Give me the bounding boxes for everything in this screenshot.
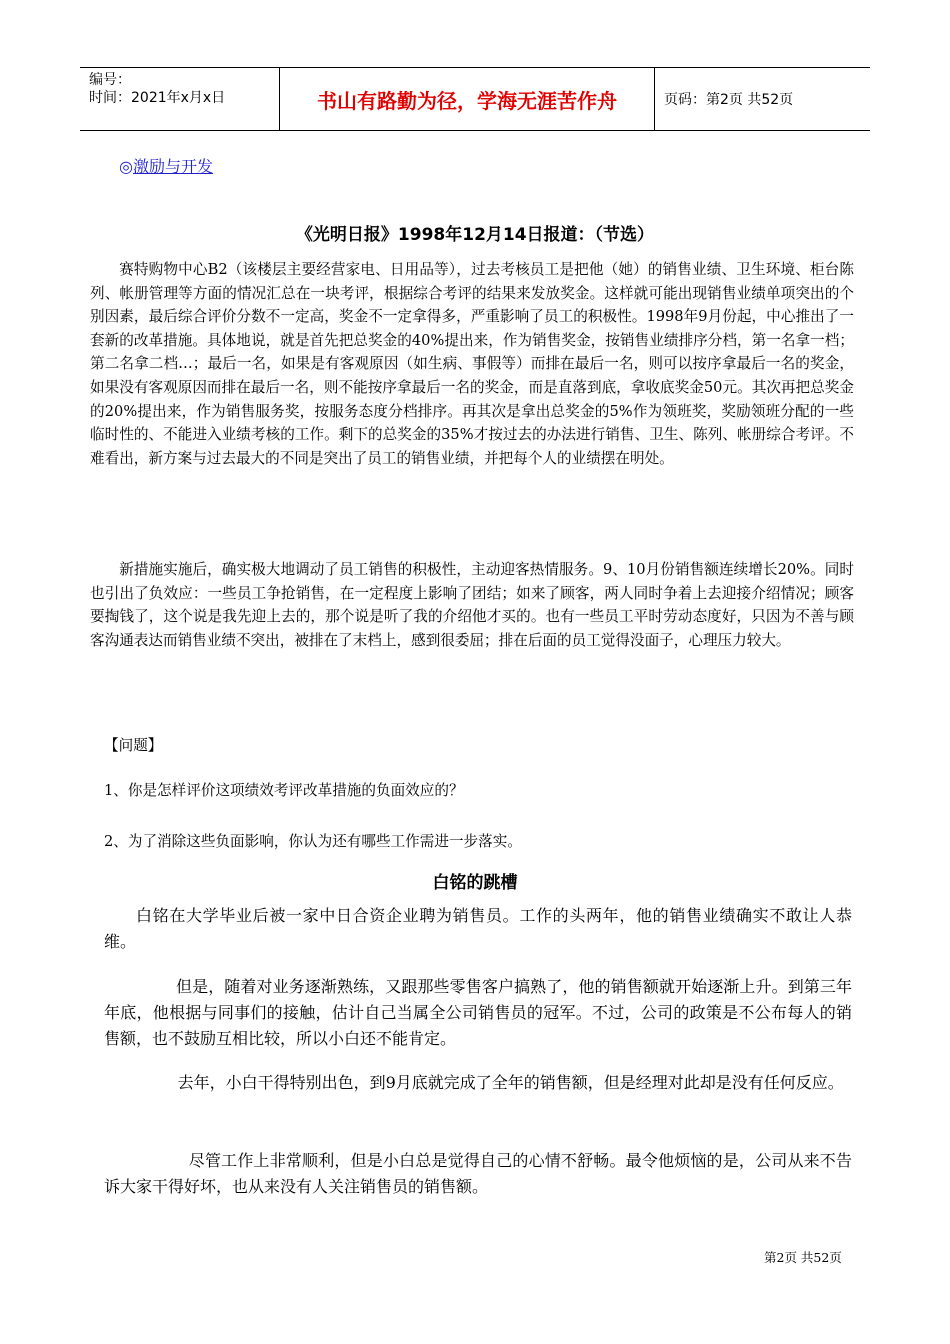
header-motto: 书山有路勤为径，学海无涯苦作舟: [280, 68, 655, 130]
section-link-text[interactable]: 激励与开发: [132, 157, 213, 176]
story-paragraph-4: 尽管工作上非常顺利，但是小白总是觉得自己的心情不舒畅。最令他烦恼的是，公司从来不告诉大家干得好坏，也从来没有人关注销售员的销售额。: [104, 1151, 852, 1196]
page-header: [80, 67, 870, 131]
article-paragraph-1: 赛特购物中心B2（该楼层主要经营家电、日用品等），过去考核员工是把他（她）的销售业绩、卫生环境、柜台陈列、帐册管理等方面的情况汇总在一块考评，根据综合考评的结果来发放奖金。这样就可能出现销售业绩单项突出的个别因素，最后综合评价分数不一定高，奖金不一定拿得多，严重影响了员工的积极性。1998年9月份起，中心推出了一套新的改革措施。具体地说，就是首先把总奖金的40%提出来，作为销售奖金，按销售业绩排序分档，第一名拿一档；第二名拿二档…；最后一名，如果是有客观原因（如生病、事假等）而排在最后一名，则可以按序拿最后一名的奖金，如果没有客观原因而排在最后一名，则不能按序拿最后一名的奖金，而是直落到底，拿收底奖金50元。其次再把总奖金的20%提出来，作为销售服务奖，按服务态度分档排序。再其次是拿出总奖金的5%作为领班奖，奖励领班分配的一些临时性的、不能进入业绩考核的工作。剩下的总奖金的35%才按过去的办法进行销售、卫生、陈列、帐册综合考评。不难看出，新方案与过去最大的不同是突出了员工的销售业绩，并把每个人的业绩摆在明处。: [90, 261, 854, 467]
story-paragraph-2: 但是，随着对业务逐渐熟练，又跟那些零售客户搞熟了，他的销售额就开始逐渐上升。到第三年年底，他根据与同事们的接触，估计自己当属全公司销售员的冠军。不过，公司的政策是不公布每人的销售额，也不鼓励互相比较，所以小白还不能肯定。: [104, 977, 852, 1048]
section-link[interactable]: [119, 154, 213, 177]
time-label: 时间：2021年x月x日: [89, 90, 226, 106]
header-page-number: 页码：第2页 共52页: [664, 92, 794, 108]
questions-heading: 【问题】: [104, 737, 163, 754]
header-meta: [80, 68, 280, 130]
page-footer: 第2页 共52页: [764, 1250, 842, 1265]
article-paragraph-2: 新措施实施后，确实极大地调动了员工销售的积极性，主动迎客热情服务。9、10月份销售额连续增长20%。同时也引出了负效应：一些员工争抢销售，在一定程度上影响了团结；如来了顾客，两人同时争着上去迎接介绍情况；顾客要掏钱了，这个说是我先迎上去的，那个说是听了我的介绍他才买的。也有一些员工平时劳动态度好，只因为不善与顾客沟通表达而销售业绩不突出，被排在了末档上，感到很委屈；排在后面的员工觉得没面子，心理压力较大。: [90, 561, 854, 649]
circle-bullet-icon: ◎: [119, 157, 133, 176]
story-paragraph-3: 去年，小白干得特别出色，到9月底就完成了全年的销售额，但是经理对此却是没有任何反应。: [177, 1073, 844, 1092]
article-title: 《光明日报》1998年12月14日报道：（节选）: [295, 225, 655, 245]
story-title: 白铭的跳槽: [432, 873, 518, 893]
question-1: 1、你是怎样评价这项绩效考评改革措施的负面效应的？: [104, 782, 464, 799]
question-2: 2、为了消除这些负面影响，你认为还有哪些工作需进一步落实。: [104, 833, 522, 850]
story-paragraph-1: 白铭在大学毕业后被一家中日合资企业聘为销售员。工作的头两年，他的销售业绩确实不敢让人恭维。: [104, 906, 852, 951]
number-label: 编号：: [89, 72, 131, 88]
